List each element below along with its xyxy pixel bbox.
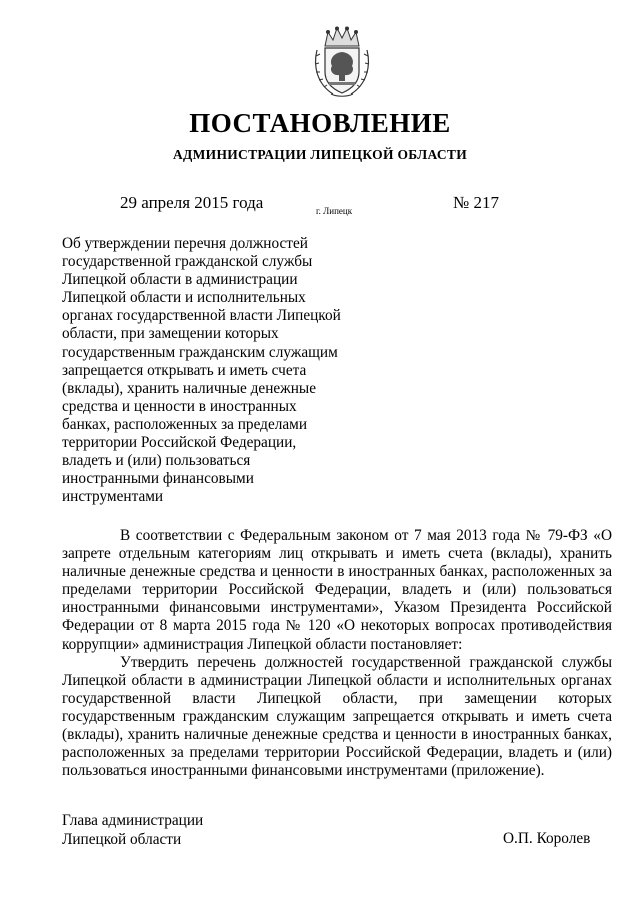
signatory-name: О.П. Королев [503, 830, 591, 847]
coat-of-arms-icon [311, 26, 373, 98]
body-line: В соответствии с Федеральным законом от 7 мая 2013 года № 79-ФЗ «О [120, 527, 612, 544]
subject-line: иностранными финансовыми [62, 470, 254, 488]
subject-line: банках, расположенных за пределами [62, 415, 308, 433]
subject-line: (вклады), хранить наличные денежные [62, 379, 316, 397]
document-title: ПОСТАНОВЛЕНИЕ [189, 108, 451, 138]
signatory-position-line: Липецкой области [62, 830, 182, 848]
body-line: расположенных за пределами территории Российской Федерации, владеть и (или) [62, 744, 612, 762]
body-line: Утвердить перечень должностей государственной гражданской службы [120, 653, 612, 671]
body-line: иностранными финансовыми инструментами», Указом Президента Российской [62, 599, 612, 617]
document-date: 29 апреля 2015 года [120, 193, 264, 212]
signatory-position-line: Глава администрации [62, 812, 204, 829]
body-line: государственным гражданским служащим запрещается открывать и иметь счета [62, 707, 612, 725]
body-line: пользоваться иностранными финансовыми инструментами (приложение). [62, 762, 545, 780]
subject-line: Липецкой области в администрации [62, 271, 298, 289]
signatory-position [62, 812, 203, 849]
body-line: (вклады), хранить наличные денежные средства и ценности в иностранных банках, [62, 726, 612, 744]
body-line: пределами территории Российской Федерации, владеть и (или) пользоваться [62, 581, 612, 599]
subject-line: территории Российской Федерации, [62, 434, 297, 452]
body-line: запрете отдельным категориям лиц открывать и иметь счета (вклады), хранить [62, 545, 612, 563]
subject-line: инструментами [62, 488, 164, 506]
document-city: г. Липецк [316, 206, 353, 216]
body-line: Липецкой области в администрации Липецкой области и исполнительных органах [62, 671, 612, 689]
body-line: коррупции» администрация Липецкой области постановляет: [62, 635, 463, 653]
body-line: наличные денежные средства и ценности в иностранных банках, расположенных за [62, 563, 612, 581]
document-subtitle: АДМИНИСТРАЦИИ ЛИПЕЦКОЙ ОБЛАСТИ [172, 147, 468, 162]
subject-line: средства и ценности в иностранных [62, 397, 297, 415]
subject-line: области, при замещении которых [62, 325, 279, 343]
subject-line: Липецкой области и исполнительных [62, 289, 306, 307]
subject-line: владеть и (или) пользоваться [62, 452, 251, 470]
document-body [62, 527, 612, 780]
document-number: № 217 [453, 193, 499, 212]
subject-line: государственным гражданским служащим [62, 343, 338, 361]
body-line: Федерации от 8 марта 2015 года № 120 «О некоторых вопросах противодействия [62, 617, 612, 635]
subject-line: государственной гражданской службы [62, 253, 313, 271]
subject-line: органах государственной власти Липецкой [62, 307, 341, 325]
subject-line: запрещается открывать и иметь счета [62, 361, 307, 379]
document-subject [62, 235, 362, 506]
subject-line: Об утверждении перечня должностей [62, 235, 308, 252]
body-line: государственной власти Липецкой области, при замещении которых [62, 689, 612, 707]
